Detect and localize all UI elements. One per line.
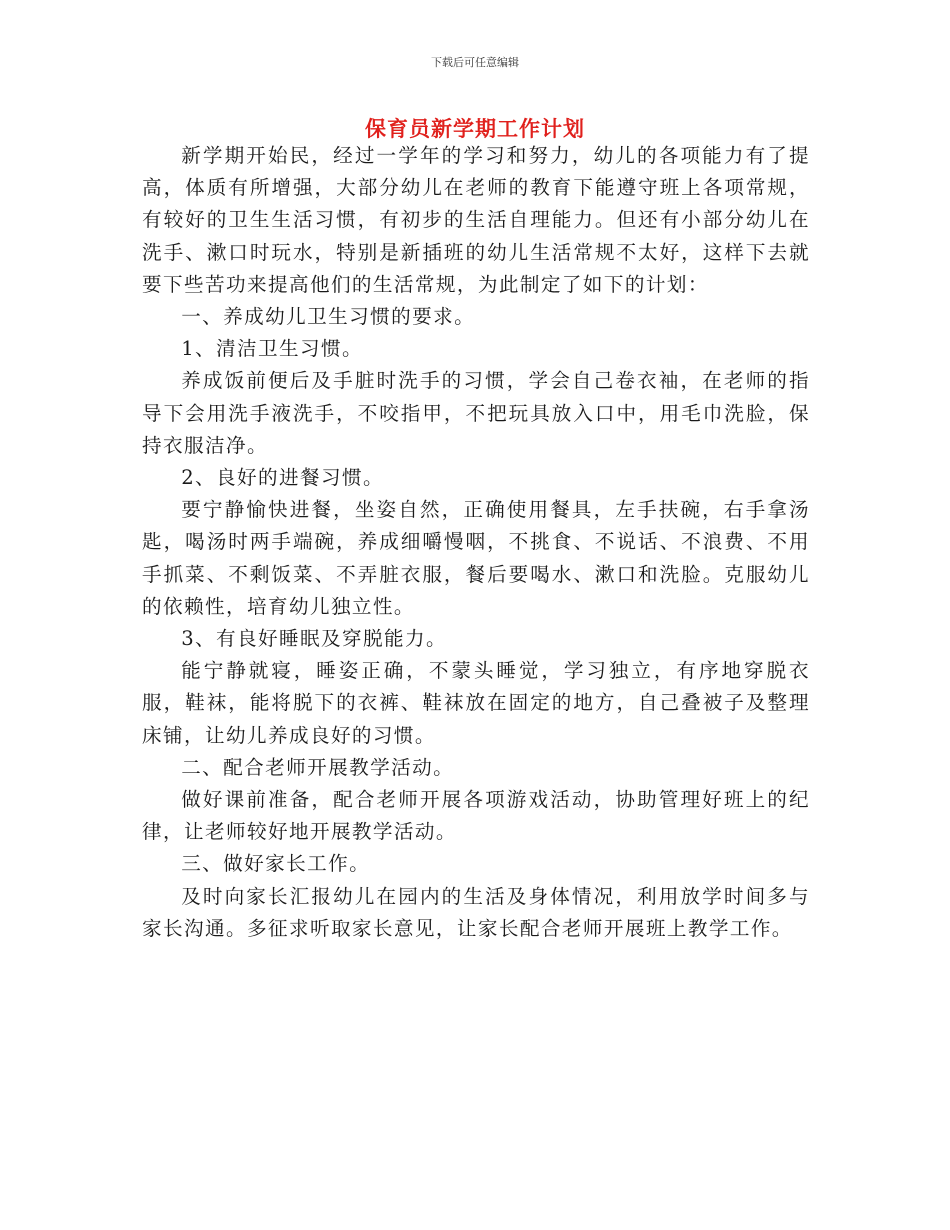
paragraph-parents: 及时向家长汇报幼儿在园内的生活及身体情况，利用放学时间多与家长沟通。多征求听取家长意见，让家长配合老师开展班上教学工作。 xyxy=(142,884,810,940)
subheading-sleeping: 3、有良好睡眠及穿脱能力。 xyxy=(181,627,447,651)
paragraph-intro: 新学期开始民，经过一学年的学习和努力，幼儿的各项能力有了提高，体质有所增强，大部分幼儿在老师的教育下能遵守班上各项常规，有较好的卫生生活习惯，有初步的生活自理能力。但还有小部分幼儿在洗手、漱口时玩水，特别是新插班的幼儿生活常规不太好，这样下去就要下些苦功来提高他们的生活常规，为此制定了如下的计划： xyxy=(142,144,810,296)
page-header-note: 下载后可任意编辑 xyxy=(431,56,519,69)
paragraph-eating: 要宁静愉快进餐，坐姿自然，正确使用餐具，左手扶碗，右手拿汤匙，喝汤时两手端碗，养成细嚼慢咽，不挑食、不说话、不浪费、不用手抓菜、不剩饭菜、不弄脏衣服，餐后要喝水、漱口和洗脸。克服幼儿的依赖性，培育幼儿独立性。 xyxy=(142,498,810,618)
document-title: 保育员新学期工作计划 xyxy=(365,117,585,141)
section-heading-hygiene: 一、养成幼儿卫生习惯的要求。 xyxy=(181,305,476,329)
document-body xyxy=(142,140,810,945)
section-heading-parents: 三、做好家长工作。 xyxy=(181,852,371,876)
subheading-cleanliness: 1、清洁卫生习惯。 xyxy=(181,337,364,361)
section-heading-teaching: 二、配合老师开展教学活动。 xyxy=(181,755,455,779)
subheading-eating: 2、良好的进餐习惯。 xyxy=(181,466,384,490)
paragraph-cleanliness: 养成饭前便后及手脏时洗手的习惯，学会自己卷衣袖，在老师的指导下会用洗手液洗手，不咬指甲，不把玩具放入口中，用毛巾洗脸，保持衣服洁净。 xyxy=(142,369,810,457)
paragraph-sleeping: 能宁静就寝，睡姿正确，不蒙头睡觉，学习独立，有序地穿脱衣服，鞋袜，能将脱下的衣裤、鞋袜放在固定的地方，自己叠被子及整理床铺，让幼儿养成良好的习惯。 xyxy=(142,659,810,747)
paragraph-teaching: 做好课前准备，配合老师开展各项游戏活动，协助管理好班上的纪律，让老师较好地开展教学活动。 xyxy=(142,788,810,844)
